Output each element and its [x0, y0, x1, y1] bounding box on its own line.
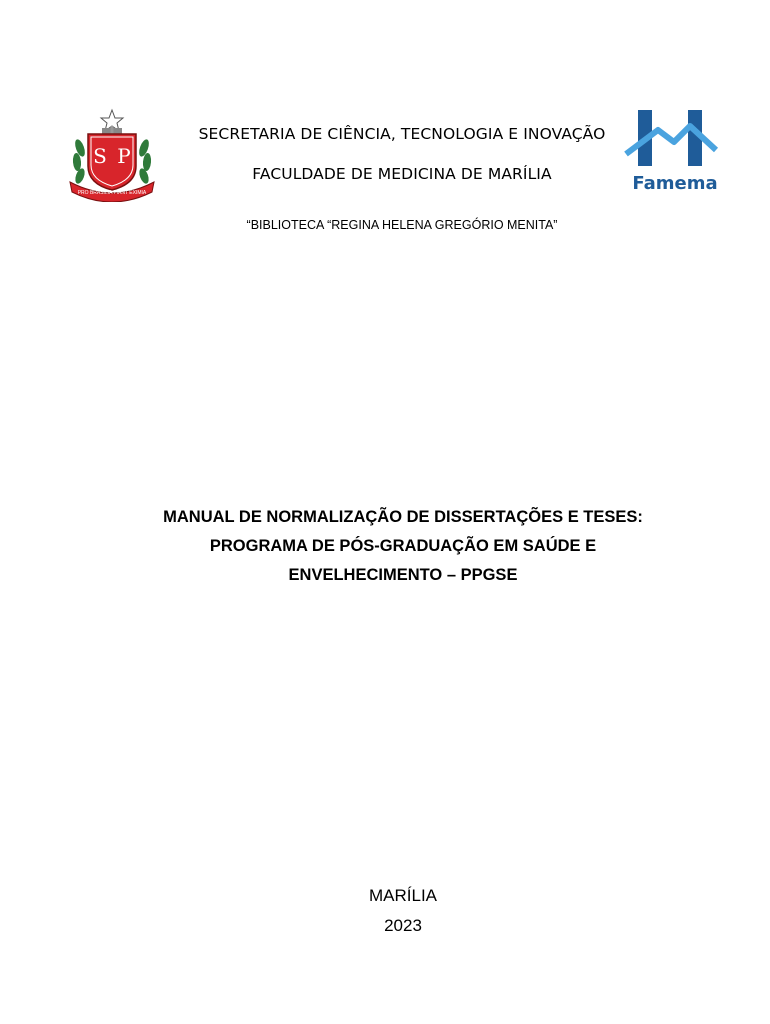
faculty-heading: FACULDADE DE MEDICINA DE MARÍLIA [252, 165, 552, 183]
year-label: 2023 [384, 916, 422, 935]
title-line-1: MANUAL DE NORMALIZAÇÃO DE DISSERTAÇÕES E TESES: [163, 508, 643, 526]
seal-monogram-s: S [93, 144, 107, 168]
seal-monogram-p: P [117, 144, 131, 168]
famema-wordmark: Famema [632, 173, 718, 194]
sao-paulo-coat-of-arms [66, 108, 158, 202]
city-label: MARÍLIA [368, 886, 438, 905]
title-line-3: ENVELHECIMENTO – PPGSE [288, 566, 518, 584]
document-title [60, 503, 746, 590]
seal-ribbon-motto: PRO BRASILIA FIANT EXIMIA [77, 190, 147, 196]
department-heading: SECRETARIA DE CIÊNCIA, TECNOLOGIA E INOVAÇÃO [198, 125, 606, 143]
library-heading: “BIBLIOTECA “REGINA HELENA GREGÓRIO MENITA” [246, 218, 558, 232]
title-line-2: PROGRAMA DE PÓS-GRADUAÇÃO EM SAÚDE E [209, 537, 597, 555]
